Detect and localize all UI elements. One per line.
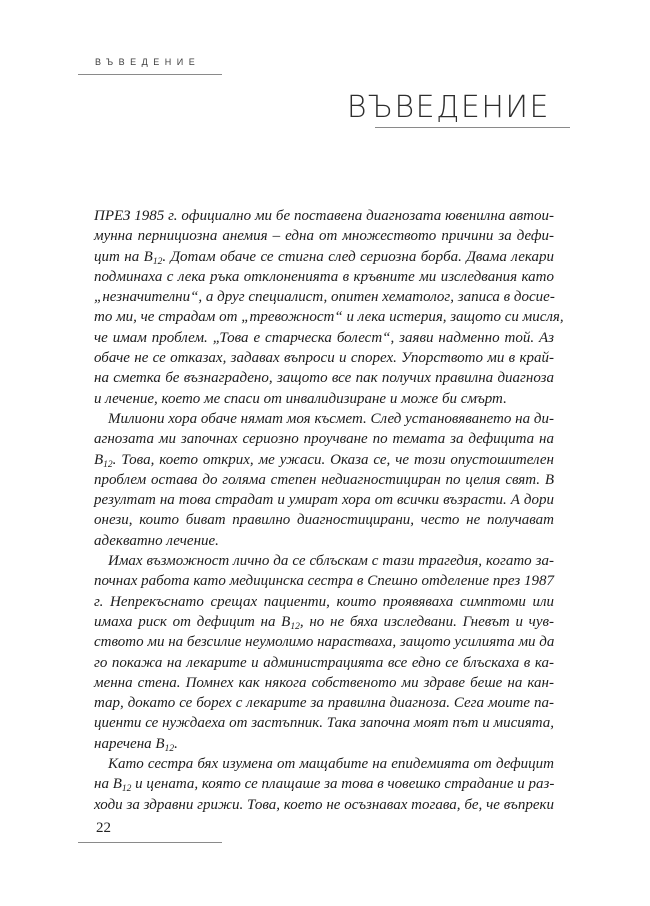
body-line: на сметка бе възнаградено, защото все пак получих правилна диагноза bbox=[94, 370, 554, 387]
body-line: ството ми на безсилие неумолимо нарастваха, защото усилията ми да bbox=[94, 634, 555, 651]
footer-rule bbox=[78, 842, 222, 843]
b12-subscript: 12 bbox=[121, 784, 132, 795]
paragraph bbox=[94, 206, 564, 409]
body-line: Имах възможност лично да се сблъскам с тази трагедия, когато за- bbox=[108, 553, 554, 570]
body-line: Милиони хора обаче нямат моя късмет. След установяването на ди- bbox=[108, 410, 554, 427]
page-number: 22 bbox=[96, 820, 111, 836]
paragraph bbox=[94, 409, 554, 551]
chapter-title: ВЪВЕДЕНИЕ bbox=[346, 90, 550, 125]
b12-subscript: 12 bbox=[152, 256, 163, 267]
body-line: почнах работа като медицинска сестра в Спешно отделение през 1987 bbox=[94, 573, 554, 590]
body-line: имаха риск от дефицит на $B_{12}$, но не бяха изследвани. Гневът и чув- bbox=[94, 613, 554, 632]
body-line: мунна пернициозна анемия – една от множеството причини за дефи- bbox=[94, 228, 554, 245]
body-line: циенти се нуждаеха от застъпник. Така започна моят път и мисията, bbox=[94, 715, 554, 732]
body-line: тар, докато се борех с лекарите за правилна диагноза. Сега моите па- bbox=[94, 695, 554, 712]
body-line: агнозата ми започнах сериозно проучване по темата за дефицита на bbox=[94, 431, 554, 448]
header-rule bbox=[78, 74, 222, 75]
chapter-title-rule bbox=[375, 127, 570, 128]
body-line: наречена $B_{12}$. bbox=[94, 735, 178, 754]
body-line: ПРЕЗ 1985 г. официално ми бе поставена диагнозата ювенилна автои- bbox=[94, 208, 554, 224]
paragraph bbox=[94, 551, 554, 754]
running-header: ВЪВЕДЕНИЕ bbox=[95, 57, 201, 67]
body-line: адекватно лечение. bbox=[94, 532, 219, 549]
paragraph bbox=[94, 754, 554, 815]
body-line: Като сестра бях изумена от мащабите на епидемията от дефицит bbox=[108, 756, 554, 773]
body-line: проблем остава до голяма степен недиагностициран по целия свят. В bbox=[94, 471, 554, 488]
body-line: подминаха с лека ръка отклоненията в кръвните ми изследвания като bbox=[94, 268, 554, 285]
body-line: г. Непрекъснато срещах пациенти, които проявяваха симптоми или bbox=[94, 593, 554, 610]
body-line: резултат на това страдат и умират хора от всички възрасти. А дори bbox=[94, 492, 554, 509]
b12-subscript: 12 bbox=[164, 743, 175, 754]
body-line: менна стена. Помнех как някога собственото ми здраве беше на кан- bbox=[94, 674, 554, 691]
body-line: и лечение, което ме спаси от инвалидизиране и може би смърт. bbox=[94, 390, 507, 407]
body-line: $B_{12}$. Това, което открих, ме ужаси. Оказа се, че този опустошителен bbox=[94, 451, 554, 470]
b12-subscript: 12 bbox=[103, 459, 113, 470]
body-text bbox=[94, 206, 564, 815]
body-line: обаче не се отказах, задавах въпроси и спорех. Упорството ми в край- bbox=[94, 350, 554, 367]
b12-subscript: 12 bbox=[290, 621, 300, 632]
body-line: онези, които биват правилно диагностицирани, често не получават bbox=[94, 512, 554, 529]
body-line: то ми, че страдам от „тревожност“ и лека истерия, защото си мисля, bbox=[94, 309, 564, 326]
body-line: го покажа на лекарите и администрацията все едно се блъскаха в ка- bbox=[94, 654, 554, 671]
body-line: цит на $B_{12}$. Дотам обаче се стигна след сериозна борба. Двама лекари bbox=[94, 248, 554, 267]
body-line: на $B_{12}$ и цената, която се плащаше за това в човешко страдание и раз- bbox=[94, 776, 555, 795]
body-line: ходи за здравни грижи. Това, което не осъзнавах тогава, бе, че въпреки bbox=[94, 796, 554, 813]
body-line: че имам проблем. „Това е старческа болест“, заяви надменно той. Аз bbox=[94, 329, 554, 346]
body-line: „незначителни“, а друг специалист, опитен хематолог, записа в досие- bbox=[94, 289, 555, 306]
